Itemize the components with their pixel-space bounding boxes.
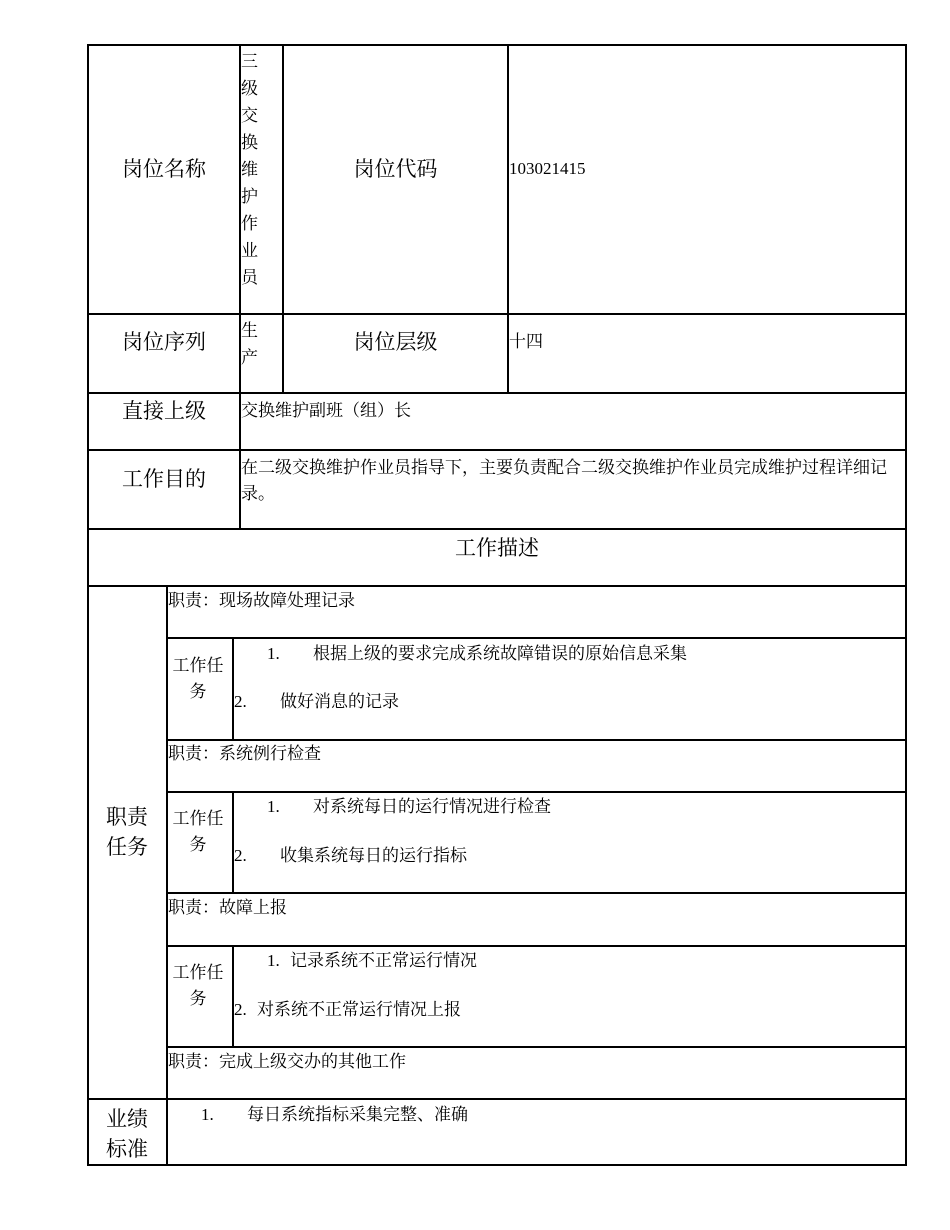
task-number: 2. <box>234 846 247 865</box>
table-border <box>87 44 89 1166</box>
task-text: 根据上级的要求完成系统故障错误的原始信息采集 <box>313 644 687 663</box>
direct-superior-value: 交换维护副班（组）长 <box>241 401 411 420</box>
task-number: 1. <box>267 644 280 663</box>
task-number: 2. <box>234 1000 247 1019</box>
work-purpose-value: 在二级交换维护作业员指导下，主要负责配合二级交换维护作业员完成维护过程详细记录。 <box>241 458 887 503</box>
performance-number: 1. <box>201 1105 214 1124</box>
task-label: 工作任务 <box>172 963 224 1008</box>
table-border <box>87 1098 907 1100</box>
duties-label: 职责任务 <box>106 805 148 859</box>
table-border <box>905 44 907 1166</box>
table-border <box>166 892 907 894</box>
table-border <box>87 392 907 394</box>
table-border <box>166 739 907 741</box>
performance-text: 每日系统指标采集完整、准确 <box>247 1105 468 1124</box>
table-border <box>87 528 907 530</box>
task-text: 对系统每日的运行情况进行检查 <box>313 797 551 816</box>
table-border <box>87 449 907 451</box>
position-code-label: 岗位代码 <box>353 157 438 181</box>
table-border <box>87 313 907 315</box>
duty-title: 职责：系统例行检查 <box>168 744 321 763</box>
task-number: 1. <box>267 797 280 816</box>
task-number: 1. <box>267 951 280 970</box>
table-border <box>232 945 234 1048</box>
position-name-value: 三级交换维护作业员 <box>241 52 258 287</box>
table-border <box>87 44 907 46</box>
direct-superior-label: 直接上级 <box>122 399 206 423</box>
table-border <box>166 1046 907 1048</box>
task-label: 工作任务 <box>172 656 224 701</box>
task-label: 工作任务 <box>172 809 224 854</box>
duty-title: 职责：故障上报 <box>168 898 287 917</box>
table-border <box>166 945 907 947</box>
table-border <box>87 1164 907 1166</box>
table-border <box>87 585 907 587</box>
duty-title: 职责：完成上级交办的其他工作 <box>168 1052 406 1071</box>
performance-label: 业绩标准 <box>106 1107 148 1161</box>
task-number: 2. <box>234 692 247 711</box>
work-purpose-label: 工作目的 <box>122 467 206 491</box>
position-level-label: 岗位层级 <box>353 330 438 354</box>
position-series-label: 岗位序列 <box>122 330 206 354</box>
task-text: 做好消息的记录 <box>280 692 399 711</box>
table-border <box>166 637 907 639</box>
position-name-label: 岗位名称 <box>122 157 206 181</box>
table-border <box>232 791 234 894</box>
task-text: 收集系统每日的运行指标 <box>280 846 467 865</box>
task-text: 记录系统不正常运行情况 <box>290 951 477 970</box>
table-border <box>232 637 234 741</box>
position-code-value: 103021415 <box>509 159 586 178</box>
position-series-value: 生产 <box>241 321 258 367</box>
position-level-value: 十四 <box>509 332 543 351</box>
task-text: 对系统不正常运行情况上报 <box>257 1000 461 1019</box>
duty-title: 职责：现场故障处理记录 <box>168 591 355 610</box>
table-border <box>166 791 907 793</box>
work-description-title: 工作描述 <box>455 536 539 560</box>
